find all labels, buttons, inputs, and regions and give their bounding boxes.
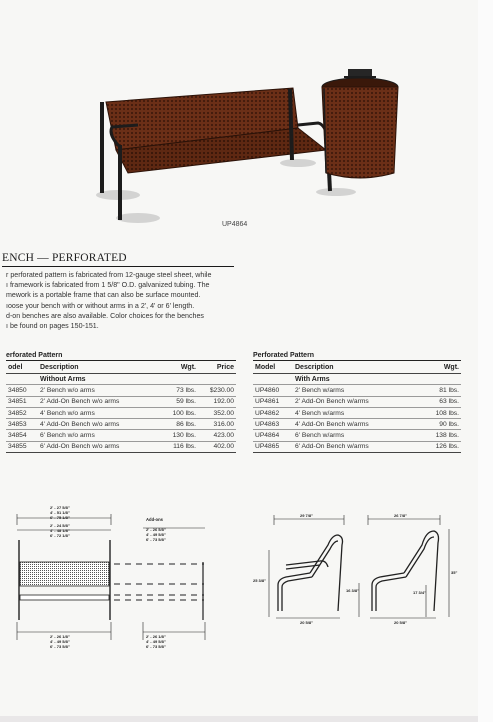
inner-dim-6ft: 6' - 72 1/8" xyxy=(50,533,70,538)
side-top-width-left: 29 7/8" xyxy=(300,513,314,518)
cell-weight: 59 lbs. xyxy=(156,396,198,407)
table-row xyxy=(6,385,236,396)
table-row xyxy=(6,396,236,407)
cell-weight: 81 lbs. xyxy=(419,385,461,396)
side-base-right: 20 5/8" xyxy=(394,620,408,625)
cell-price: 316.00 xyxy=(198,419,236,430)
table-subheader: With Arms xyxy=(293,374,419,385)
cell-model: UP4860 xyxy=(253,385,293,396)
addon-dim-2ft: 2' - 26 5/8" xyxy=(146,527,166,532)
inner-dim-2ft: 2' - 24 5/8" xyxy=(50,523,70,528)
table-row xyxy=(6,441,236,452)
cell-model: 34851 xyxy=(6,396,38,407)
cell-model: UP4864 xyxy=(253,430,293,441)
table-row xyxy=(253,430,461,441)
cell-weight: 73 lbs. xyxy=(156,385,198,396)
cell-model: 34850 xyxy=(6,385,38,396)
description-line: r perforated pattern is fabricated from 12-gauge steel sheet, while xyxy=(6,271,212,279)
description-line: ı framework is fabricated from 1 5/8" O.D. galvanized tubing. The xyxy=(6,281,210,290)
cell-weight: 138 lbs. xyxy=(419,430,461,441)
col-header-price: Price xyxy=(198,361,236,374)
bottom-addon-dim-6ft: 6' - 73 5/8" xyxy=(146,644,166,649)
bottom-dim-4ft: 4' - 49 5/8" xyxy=(50,639,70,644)
cell-description: 6' Add-On Bench w/o arms xyxy=(38,441,156,452)
cell-weight: 116 lbs. xyxy=(156,441,198,452)
cell-description: 4' Bench w/arms xyxy=(293,407,419,418)
top-dim-6ft: 6' - 75 1/8" xyxy=(50,515,70,520)
addon-dim-6ft: 6' - 73 5/8" xyxy=(146,537,166,542)
cell-description: 2' Bench w/arms xyxy=(293,385,419,396)
photo-caption: UP4864 xyxy=(222,221,248,228)
page-edge xyxy=(478,0,493,722)
cell-model: UP4863 xyxy=(253,419,293,430)
bottom-dim-2ft: 2' - 26 1/8" xyxy=(50,634,70,639)
cell-description: 6' Bench w/o arms xyxy=(38,430,156,441)
cell-description: 2' Add-On Bench w/o arms xyxy=(38,396,156,407)
col-header-weight: Wgt. xyxy=(156,361,198,374)
cell-description: 4' Bench w/o arms xyxy=(38,407,156,418)
table-row xyxy=(253,396,461,407)
cell-description: 2' Bench w/o arms xyxy=(38,385,156,396)
bottom-dim-6ft: 6' - 73 5/8" xyxy=(50,644,70,649)
description-line: d-on benches are also available. Color choices for the benches xyxy=(6,311,204,320)
cell-weight: 100 lbs. xyxy=(156,407,198,418)
table-caption: Perforated Pattern xyxy=(253,352,315,359)
table-row xyxy=(6,419,236,430)
section-title: ENCH — PERFORATED xyxy=(2,252,127,264)
table-row xyxy=(6,407,236,418)
addon-label: Add-ons xyxy=(146,517,163,522)
cell-description: 6' Bench w/arms xyxy=(293,430,419,441)
table-row xyxy=(253,441,461,452)
table-row xyxy=(6,430,236,441)
cell-description: 2' Add-On Bench w/arms xyxy=(293,396,419,407)
side-base-left: 20 5/8" xyxy=(300,620,314,625)
cell-description: 4' Add-On Bench w/arms xyxy=(293,419,419,430)
col-header-model: odel xyxy=(6,361,38,374)
description-line: mework is a portable frame that can also be surface mounted. xyxy=(6,291,201,300)
cell-description: 6' Add-On Bench w/arms xyxy=(293,441,419,452)
product-photo xyxy=(78,55,408,230)
bottom-addon-dim-4ft: 4' - 49 5/8" xyxy=(146,639,166,644)
cell-description: 4' Add-On Bench w/o arms xyxy=(38,419,156,430)
description-line: ı be found on pages 150-151. xyxy=(6,322,99,331)
top-dim-2ft: 2' - 27 5/8" xyxy=(50,505,70,510)
table-row xyxy=(253,419,461,430)
cell-model: 34855 xyxy=(6,441,38,452)
col-header-model: Model xyxy=(253,361,293,374)
cell-model: UP4865 xyxy=(253,441,293,452)
side-top-width-right: 26 7/8" xyxy=(394,513,408,518)
cell-price: 192.00 xyxy=(198,396,236,407)
title-divider xyxy=(2,266,234,267)
cell-model: 34854 xyxy=(6,430,38,441)
cell-model: 34852 xyxy=(6,407,38,418)
addon-dim-4ft: 4' - 49 5/8" xyxy=(146,532,166,537)
top-dim-4ft: 4' - 51 1/8" xyxy=(50,510,70,515)
cell-weight: 130 lbs. xyxy=(156,430,198,441)
cell-model: UP4862 xyxy=(253,407,293,418)
table-subheader: Without Arms xyxy=(38,374,156,385)
col-header-description: Description xyxy=(293,361,419,374)
cell-model: 34853 xyxy=(6,419,38,430)
bottom-addon-dim-2ft: 2' - 26 1/8" xyxy=(146,634,166,639)
cell-price: 423.00 xyxy=(198,430,236,441)
side-seat-right: 17 3/4" xyxy=(413,590,427,595)
cell-weight: 90 lbs. xyxy=(419,419,461,430)
col-header-weight: Wgt. xyxy=(419,361,461,374)
table-caption: erforated Pattern xyxy=(6,352,63,359)
cell-weight: 86 lbs. xyxy=(156,419,198,430)
spec-table-with-arms xyxy=(253,352,461,453)
cell-weight: 126 lbs. xyxy=(419,441,461,452)
cell-model: UP4861 xyxy=(253,396,293,407)
spec-table-without-arms xyxy=(6,352,236,453)
table-row xyxy=(253,385,461,396)
cell-weight: 63 lbs. xyxy=(419,396,461,407)
table-row xyxy=(253,407,461,418)
cell-price: $230.00 xyxy=(198,385,236,396)
cell-price: 402.00 xyxy=(198,441,236,452)
description-line: ıoose your bench with or without arms in a 2', 4' or 6' length. xyxy=(6,301,195,310)
front-elevation-drawing xyxy=(10,500,220,655)
side-seat-left: 16 3/8" xyxy=(346,588,360,593)
side-height-left: 25 3/8" xyxy=(253,578,267,583)
cell-price: 352.00 xyxy=(198,407,236,418)
col-header-description: Description xyxy=(38,361,156,374)
side-profile-drawing xyxy=(250,505,465,630)
description-text xyxy=(6,270,251,331)
inner-dim-4ft: 4' - 48 1/8" xyxy=(50,528,70,533)
cell-weight: 108 lbs. xyxy=(419,407,461,418)
side-height-right: 35" xyxy=(451,570,458,575)
